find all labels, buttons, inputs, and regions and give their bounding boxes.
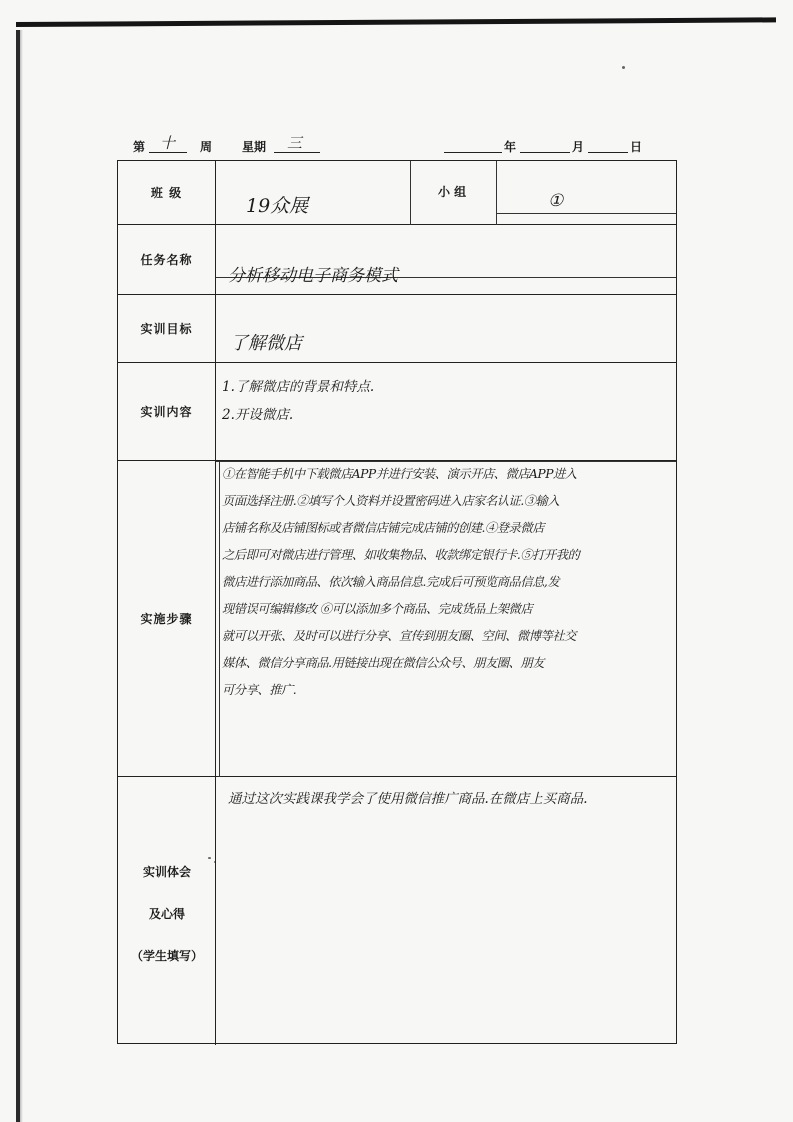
experience-label — [118, 777, 216, 1045]
row-class — [118, 161, 676, 225]
steps-line: 媒体、微信分享商品.用链接出现在微信公众号、朋友圈、朋友 — [222, 656, 544, 670]
experience-label-line-1: 实训体会 — [142, 865, 191, 879]
class-value: 19众展 — [246, 195, 309, 217]
row-content — [118, 363, 676, 461]
week-suffix: 周 — [200, 140, 213, 154]
task-value: 分析移动电子商务模式 — [228, 266, 398, 286]
content-line: 2.开设微店. — [222, 407, 294, 423]
goal-cell — [216, 295, 676, 362]
steps-lines — [222, 461, 579, 704]
group-value: ① — [548, 191, 564, 211]
content-label: 实训内容 — [118, 363, 216, 460]
training-record-table — [117, 160, 677, 1044]
form-header — [0, 134, 793, 160]
class-cell — [216, 161, 676, 224]
steps-inner-left-line — [219, 461, 220, 777]
goal-value: 了解微店 — [230, 333, 302, 354]
experience-value: 通过这次实践课我学会了使用微信推广商品.在微店上买商品. — [228, 791, 588, 807]
day-underline — [588, 152, 628, 153]
experience-label-line-3: （学生填写） — [130, 949, 203, 963]
group-divider-right — [496, 161, 497, 225]
goal-label: 实训目标 — [118, 295, 216, 362]
scan-speck — [622, 66, 625, 69]
content-line: 1.了解微店的背景和特点. — [222, 379, 375, 395]
row-task — [118, 225, 676, 295]
task-label: 任务名称 — [118, 225, 216, 294]
row-goal — [118, 295, 676, 363]
steps-line: ①在智能手机中下载微店APP并进行安装、演示开店、微店APP进入 — [222, 467, 577, 481]
group-label: 小 组 — [438, 185, 467, 199]
steps-line: 店铺名称及店铺图标或者微信店铺完成店铺的创建.④登录微店 — [222, 521, 544, 535]
row-steps — [118, 461, 676, 777]
scan-edge-top — [16, 17, 776, 27]
day-label: 日 — [630, 140, 643, 154]
steps-line: 微店进行添加商品、依次输入商品信息.完成后可预览商品信息,发 — [222, 575, 560, 589]
row-experience — [118, 777, 676, 1045]
week-prefix: 第 — [133, 140, 146, 154]
steps-cell — [216, 461, 676, 776]
month-underline — [520, 152, 570, 153]
steps-label: 实施步骤 — [118, 461, 216, 776]
steps-line: 之后即可对微店进行管理、如收集物品、收款绑定银行卡.⑤打开我的 — [222, 548, 580, 562]
weekday-value: 三 — [287, 134, 303, 152]
group-inner-line — [496, 213, 676, 214]
group-divider-left — [410, 161, 411, 225]
weekday-label: 星期 — [242, 140, 267, 154]
year-underline — [444, 152, 502, 153]
steps-line: 就可以开张、及时可以进行分享、宣传到朋友圈、空间、微博等社交 — [222, 629, 576, 643]
steps-line: 现错误可编辑修改 ⑥可以添加多个商品、完成货品上架微店 — [222, 602, 533, 616]
task-cell — [216, 225, 676, 294]
year-label: 年 — [504, 140, 517, 154]
scan-shadow — [20, 30, 23, 1122]
steps-line: 可分享、推广. — [222, 683, 297, 697]
experience-cell — [216, 777, 676, 1045]
class-label: 班 级 — [118, 161, 216, 224]
month-label: 月 — [572, 140, 585, 154]
steps-line: 页面选择注册.②填写个人资料并设置密码进入店家名认证.③输入 — [222, 494, 560, 508]
content-lines — [222, 373, 374, 429]
content-cell — [216, 363, 676, 460]
experience-label-line-2: 及心得 — [148, 907, 185, 921]
week-value: 十 — [160, 134, 176, 152]
